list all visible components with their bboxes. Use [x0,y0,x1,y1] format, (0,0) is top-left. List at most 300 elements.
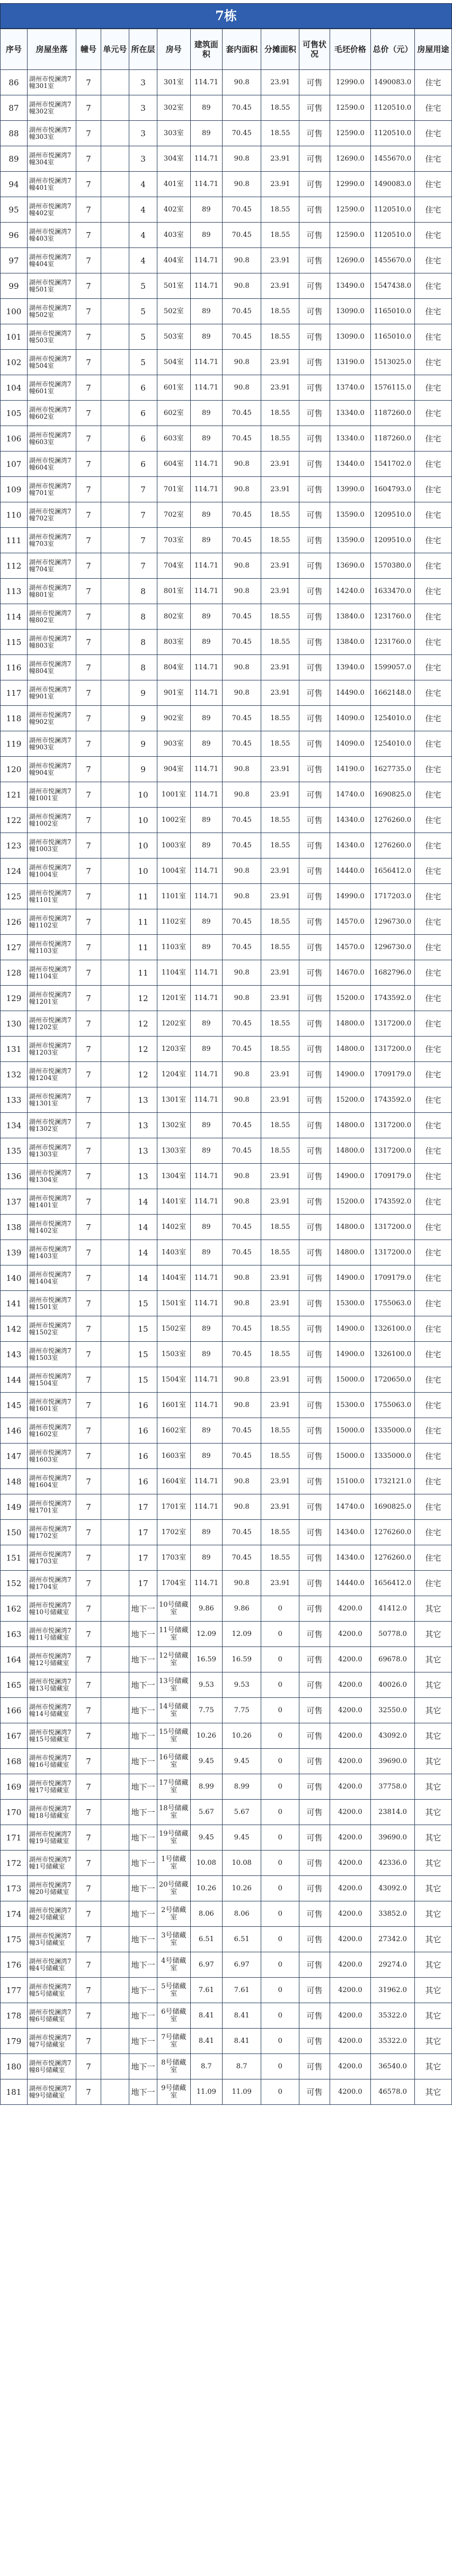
cell-usage: 住宅 [414,477,451,502]
cell-inner-area: 11.09 [223,2079,261,2105]
cell-location: 湖州市悦澜湾7幢902室 [27,706,76,731]
cell-inner-area: 7.61 [223,1978,261,2003]
table-row [1,1622,452,1647]
cell-building-no: 7 [76,579,101,604]
cell-building-area: 114.71 [190,960,222,986]
cell-building-no: 7 [76,655,101,680]
cell-room-no: 14号储藏室 [157,1698,190,1723]
cell-room-no: 503室 [157,324,190,350]
cell-location: 湖州市悦澜湾7幢1401室 [27,1189,76,1215]
cell-usage: 住宅 [414,960,451,986]
cell-shared-area: 23.91 [261,1393,299,1418]
cell-unit-no [101,1087,129,1113]
cell-unit-no [101,1647,129,1672]
cell-building-area: 89 [190,630,222,655]
cell-unit-price: 14800.0 [330,1037,370,1062]
cell-building-no: 7 [76,324,101,350]
cell-building-no: 7 [76,1215,101,1240]
cell-building-area: 6.97 [190,1952,222,1978]
cell-location: 湖州市悦澜湾7幢603室 [27,426,76,452]
table-row [1,1113,452,1138]
cell-unit-price: 4200.0 [330,1800,370,1825]
cell-location: 湖州市悦澜湾7幢16号储藏室 [27,1749,76,1774]
cell-floor: 3 [129,121,157,146]
cell-building-no: 7 [76,604,101,630]
cell-building-no: 7 [76,223,101,248]
cell-unit-price: 15000.0 [330,1418,370,1444]
cell-seq: 175 [1,1927,28,1952]
cell-usage: 住宅 [414,808,451,833]
cell-floor: 9 [129,706,157,731]
cell-building-no: 7 [76,528,101,553]
cell-usage: 其它 [414,1901,451,1927]
cell-floor: 10 [129,833,157,858]
cell-inner-area: 12.09 [223,1622,261,1647]
cell-sale-status: 可售 [299,604,330,630]
cell-total-price: 1570380.0 [371,553,415,579]
cell-building-area: 9.53 [190,1672,222,1698]
cell-usage: 其它 [414,1672,451,1698]
cell-shared-area: 0 [261,1647,299,1672]
cell-unit-no [101,1800,129,1825]
cell-floor: 12 [129,986,157,1011]
cell-location: 湖州市悦澜湾7幢11号储藏室 [27,1622,76,1647]
cell-unit-price: 4200.0 [330,1596,370,1622]
cell-building-area: 114.71 [190,146,222,172]
cell-unit-price: 4200.0 [330,1952,370,1978]
cell-seq: 144 [1,1367,28,1393]
cell-floor: 10 [129,808,157,833]
cell-shared-area: 18.55 [261,808,299,833]
cell-seq: 136 [1,1164,28,1189]
cell-sale-status: 可售 [299,350,330,375]
cell-usage: 住宅 [414,909,451,935]
cell-usage: 住宅 [414,1291,451,1316]
cell-seq: 89 [1,146,28,172]
cell-unit-price: 14190.0 [330,757,370,782]
cell-sale-status: 可售 [299,1444,330,1469]
cell-total-price: 1187260.0 [371,401,415,426]
cell-sale-status: 可售 [299,1342,330,1367]
cell-usage: 住宅 [414,1189,451,1215]
cell-shared-area: 0 [261,1927,299,1952]
cell-unit-no [101,1291,129,1316]
cell-room-no: 15号储藏室 [157,1723,190,1749]
cell-total-price: 1276260.0 [371,1545,415,1571]
cell-room-no: 402室 [157,197,190,223]
cell-location: 湖州市悦澜湾7幢1503室 [27,1342,76,1367]
cell-shared-area: 18.55 [261,95,299,121]
cell-sale-status: 可售 [299,426,330,452]
table-row [1,401,452,426]
cell-total-price: 1254010.0 [371,731,415,757]
cell-total-price: 1690825.0 [371,782,415,808]
table-row [1,1444,452,1469]
cell-total-price: 1604793.0 [371,477,415,502]
cell-sale-status: 可售 [299,909,330,935]
cell-total-price: 1732121.0 [371,1469,415,1494]
cell-building-no: 7 [76,375,101,401]
cell-building-area: 114.71 [190,1164,222,1189]
cell-total-price: 1326100.0 [371,1316,415,1342]
cell-room-no: 1101室 [157,884,190,909]
cell-total-price: 1755063.0 [371,1291,415,1316]
cell-floor: 地下一 [129,1851,157,1876]
cell-location: 湖州市悦澜湾7幢1704室 [27,1571,76,1596]
table-row [1,1952,452,1978]
cell-room-no: 1602室 [157,1418,190,1444]
cell-unit-price: 15000.0 [330,1444,370,1469]
cell-sale-status: 可售 [299,95,330,121]
cell-total-price: 32550.0 [371,1698,415,1723]
cell-usage: 住宅 [414,655,451,680]
cell-unit-price: 14570.0 [330,909,370,935]
table-row [1,375,452,401]
cell-sale-status: 可售 [299,1927,330,1952]
cell-usage: 住宅 [414,1494,451,1520]
cell-total-price: 1231760.0 [371,630,415,655]
cell-building-no: 7 [76,935,101,960]
cell-total-price: 27342.0 [371,1927,415,1952]
cell-room-no: 303室 [157,121,190,146]
cell-building-no: 7 [76,1952,101,1978]
cell-seq: 176 [1,1952,28,1978]
cell-sale-status: 可售 [299,1647,330,1672]
cell-floor: 5 [129,324,157,350]
cell-total-price: 1296730.0 [371,909,415,935]
cell-room-no: 702室 [157,502,190,528]
cell-usage: 住宅 [414,452,451,477]
cell-sale-status: 可售 [299,986,330,1011]
table-row [1,935,452,960]
table-row [1,477,452,502]
cell-total-price: 41412.0 [371,1596,415,1622]
cell-unit-price: 4200.0 [330,1774,370,1800]
cell-total-price: 1317200.0 [371,1215,415,1240]
table-row [1,1037,452,1062]
table-row [1,858,452,884]
cell-floor: 14 [129,1215,157,1240]
cell-usage: 住宅 [414,706,451,731]
cell-floor: 3 [129,146,157,172]
cell-sale-status: 可售 [299,1215,330,1240]
cell-unit-no [101,197,129,223]
cell-shared-area: 18.55 [261,630,299,655]
cell-inner-area: 70.45 [223,1520,261,1545]
cell-usage: 住宅 [414,248,451,273]
table-row [1,452,452,477]
cell-building-no: 7 [76,1291,101,1316]
table-row [1,1469,452,1494]
cell-total-price: 43092.0 [371,1876,415,1901]
cell-unit-price: 12590.0 [330,223,370,248]
cell-sale-status: 可售 [299,146,330,172]
cell-inner-area: 70.45 [223,1138,261,1164]
cell-sale-status: 可售 [299,1952,330,1978]
cell-total-price: 37758.0 [371,1774,415,1800]
cell-inner-area: 70.45 [223,1342,261,1367]
cell-inner-area: 70.45 [223,1240,261,1265]
cell-shared-area: 23.91 [261,70,299,95]
cell-unit-no [101,1876,129,1901]
cell-sale-status: 可售 [299,375,330,401]
table-row [1,1876,452,1901]
cell-seq: 100 [1,299,28,324]
cell-unit-price: 14340.0 [330,833,370,858]
cell-total-price: 36540.0 [371,2054,415,2079]
cell-seq: 148 [1,1469,28,1494]
cell-sale-status: 可售 [299,1876,330,1901]
table-row [1,502,452,528]
cell-seq: 139 [1,1240,28,1265]
header-unit-no: 单元号 [101,29,129,70]
cell-floor: 9 [129,757,157,782]
cell-inner-area: 6.51 [223,1927,261,1952]
cell-shared-area: 23.91 [261,1062,299,1087]
cell-sale-status: 可售 [299,655,330,680]
cell-building-no: 7 [76,630,101,655]
cell-floor: 3 [129,70,157,95]
table-row [1,1164,452,1189]
cell-unit-price: 14900.0 [330,1062,370,1087]
cell-building-no: 7 [76,960,101,986]
cell-unit-price: 4200.0 [330,1927,370,1952]
cell-floor: 地下一 [129,1774,157,1800]
cell-unit-price: 14900.0 [330,1164,370,1189]
cell-shared-area: 18.55 [261,299,299,324]
cell-floor: 地下一 [129,2003,157,2029]
cell-floor: 4 [129,172,157,197]
table-row [1,1062,452,1087]
table-row [1,1723,452,1749]
cell-building-no: 7 [76,1749,101,1774]
cell-shared-area: 23.91 [261,1189,299,1215]
cell-floor: 7 [129,553,157,579]
cell-floor: 地下一 [129,2054,157,2079]
cell-building-area: 89 [190,833,222,858]
cell-unit-price: 13690.0 [330,553,370,579]
cell-shared-area: 23.91 [261,375,299,401]
cell-unit-price: 4200.0 [330,2029,370,2054]
cell-location: 湖州市悦澜湾7幢1602室 [27,1418,76,1444]
cell-seq: 165 [1,1672,28,1698]
cell-inner-area: 90.8 [223,1571,261,1596]
cell-unit-no [101,1672,129,1698]
cell-unit-no [101,70,129,95]
cell-total-price: 46578.0 [371,2079,415,2105]
table-row [1,1215,452,1240]
cell-usage: 住宅 [414,197,451,223]
cell-floor: 13 [129,1138,157,1164]
cell-seq: 168 [1,1749,28,1774]
cell-room-no: 5号储藏室 [157,1978,190,2003]
cell-inner-area: 70.45 [223,121,261,146]
cell-unit-no [101,350,129,375]
cell-seq: 177 [1,1978,28,2003]
cell-seq: 120 [1,757,28,782]
cell-unit-no [101,1062,129,1087]
cell-total-price: 1231760.0 [371,604,415,630]
cell-building-no: 7 [76,70,101,95]
cell-building-area: 9.86 [190,1596,222,1622]
cell-building-area: 114.71 [190,986,222,1011]
cell-total-price: 1541702.0 [371,452,415,477]
price-table [0,29,452,2105]
cell-building-area: 89 [190,401,222,426]
cell-inner-area: 90.8 [223,248,261,273]
cell-inner-area: 90.8 [223,960,261,986]
cell-room-no: 301室 [157,70,190,95]
cell-building-no: 7 [76,299,101,324]
cell-inner-area: 90.8 [223,477,261,502]
cell-building-area: 114.71 [190,579,222,604]
cell-usage: 住宅 [414,757,451,782]
cell-floor: 8 [129,630,157,655]
cell-building-no: 7 [76,706,101,731]
cell-floor: 16 [129,1418,157,1444]
cell-building-no: 7 [76,1520,101,1545]
cell-shared-area: 0 [261,1851,299,1876]
cell-seq: 171 [1,1825,28,1851]
cell-total-price: 1120510.0 [371,223,415,248]
cell-usage: 住宅 [414,1342,451,1367]
cell-inner-area: 90.8 [223,1087,261,1113]
cell-sale-status: 可售 [299,1393,330,1418]
cell-building-no: 7 [76,273,101,299]
cell-room-no: 803室 [157,630,190,655]
cell-sale-status: 可售 [299,1011,330,1037]
cell-shared-area: 23.91 [261,452,299,477]
cell-floor: 地下一 [129,1927,157,1952]
table-row [1,757,452,782]
cell-unit-no [101,2003,129,2029]
cell-building-no: 7 [76,197,101,223]
cell-building-area: 89 [190,706,222,731]
cell-unit-no [101,1978,129,2003]
cell-usage: 其它 [414,1825,451,1851]
cell-total-price: 1455670.0 [371,248,415,273]
cell-building-no: 7 [76,1672,101,1698]
cell-unit-price: 14570.0 [330,935,370,960]
cell-sale-status: 可售 [299,273,330,299]
cell-unit-price: 13840.0 [330,604,370,630]
cell-sale-status: 可售 [299,1978,330,2003]
cell-seq: 111 [1,528,28,553]
cell-shared-area: 18.55 [261,502,299,528]
cell-location: 湖州市悦澜湾7幢1603室 [27,1444,76,1469]
cell-seq: 97 [1,248,28,273]
table-row [1,808,452,833]
cell-unit-no [101,1622,129,1647]
cell-sale-status: 可售 [299,2003,330,2029]
cell-floor: 11 [129,884,157,909]
cell-building-area: 10.26 [190,1723,222,1749]
table-row [1,1393,452,1418]
cell-usage: 住宅 [414,1545,451,1571]
cell-floor: 9 [129,680,157,706]
cell-unit-no [101,909,129,935]
cell-unit-no [101,1469,129,1494]
table-row [1,528,452,553]
cell-unit-price: 14800.0 [330,1138,370,1164]
cell-location: 湖州市悦澜湾7幢501室 [27,273,76,299]
cell-building-no: 7 [76,1622,101,1647]
cell-inner-area: 9.53 [223,1672,261,1698]
cell-unit-no [101,884,129,909]
cell-unit-price: 15200.0 [330,986,370,1011]
cell-building-area: 89 [190,95,222,121]
cell-location: 湖州市悦澜湾7幢503室 [27,324,76,350]
cell-seq: 130 [1,1011,28,1037]
cell-sale-status: 可售 [299,324,330,350]
cell-floor: 5 [129,273,157,299]
cell-building-area: 114.71 [190,1291,222,1316]
cell-shared-area: 0 [261,2003,299,2029]
cell-building-area: 89 [190,299,222,324]
cell-location: 湖州市悦澜湾7幢1302室 [27,1113,76,1138]
cell-room-no: 19号储藏室 [157,1825,190,1851]
cell-unit-no [101,782,129,808]
table-row [1,2054,452,2079]
cell-building-area: 9.45 [190,1749,222,1774]
cell-building-no: 7 [76,172,101,197]
cell-total-price: 1317200.0 [371,1011,415,1037]
cell-total-price: 42336.0 [371,1851,415,1876]
cell-shared-area: 0 [261,2029,299,2054]
cell-shared-area: 23.91 [261,1291,299,1316]
cell-location: 湖州市悦澜湾7幢1501室 [27,1291,76,1316]
cell-building-area: 114.71 [190,1062,222,1087]
cell-building-area: 114.71 [190,1494,222,1520]
cell-sale-status: 可售 [299,452,330,477]
cell-shared-area: 0 [261,1596,299,1622]
cell-building-area: 89 [190,1520,222,1545]
table-row [1,1647,452,1672]
cell-inner-area: 70.45 [223,808,261,833]
table-row [1,1418,452,1444]
cell-floor: 8 [129,579,157,604]
cell-floor: 地下一 [129,1596,157,1622]
cell-building-area: 89 [190,1113,222,1138]
cell-total-price: 1709179.0 [371,1164,415,1189]
cell-building-area: 89 [190,1138,222,1164]
table-row [1,70,452,95]
cell-inner-area: 90.8 [223,1062,261,1087]
cell-building-no: 7 [76,808,101,833]
cell-location: 湖州市悦澜湾7幢1104室 [27,960,76,986]
cell-unit-no [101,1723,129,1749]
cell-building-no: 7 [76,1062,101,1087]
cell-seq: 121 [1,782,28,808]
cell-building-no: 7 [76,782,101,808]
cell-building-no: 7 [76,95,101,121]
cell-seq: 109 [1,477,28,502]
cell-building-no: 7 [76,858,101,884]
cell-building-no: 7 [76,1927,101,1952]
cell-total-price: 39690.0 [371,1825,415,1851]
cell-building-area: 114.71 [190,1469,222,1494]
cell-unit-no [101,553,129,579]
cell-building-area: 114.71 [190,1087,222,1113]
cell-inner-area: 90.8 [223,146,261,172]
cell-usage: 其它 [414,1622,451,1647]
cell-building-area: 8.41 [190,2029,222,2054]
cell-sale-status: 可售 [299,1774,330,1800]
cell-location: 湖州市悦澜湾7幢1001室 [27,782,76,808]
cell-seq: 140 [1,1265,28,1291]
cell-unit-price: 4200.0 [330,1723,370,1749]
cell-usage: 住宅 [414,1062,451,1087]
